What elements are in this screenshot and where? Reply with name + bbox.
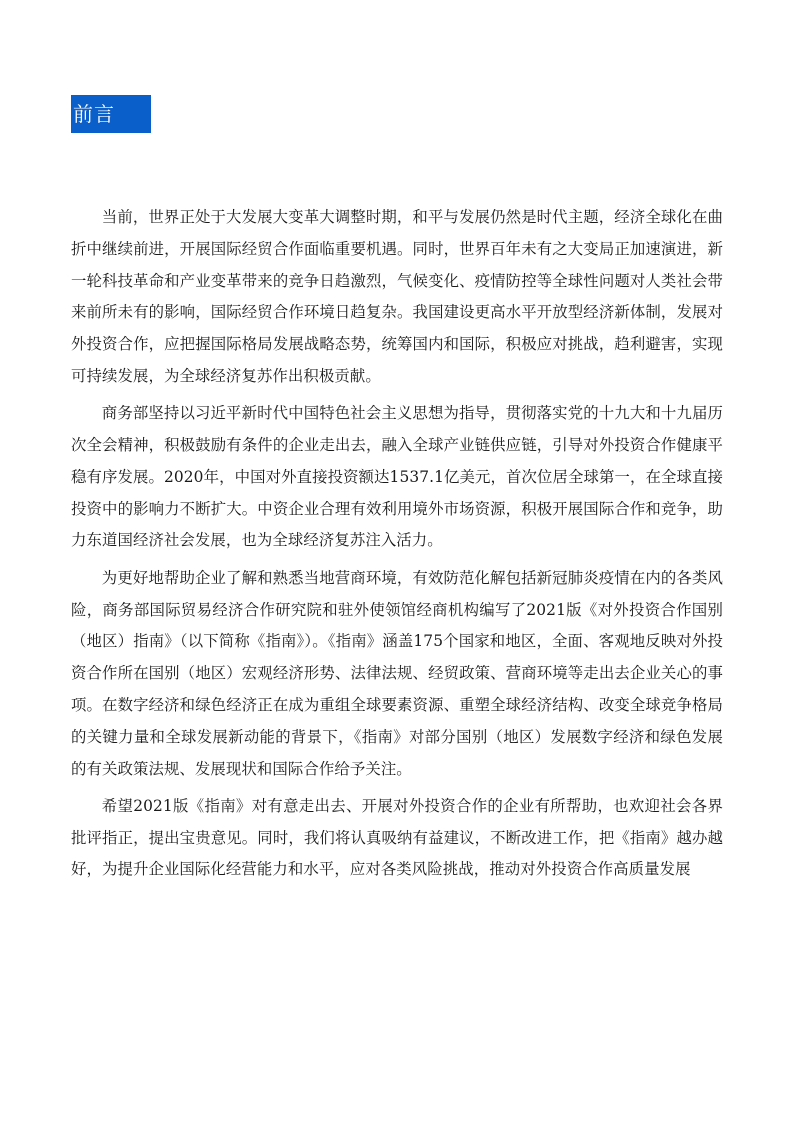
paragraph-4: 希望2021版《指南》对有意走出去、开展对外投资合作的企业有所帮助，也欢迎社会各界批评指正，提出宝贵意见。同时，我们将认真吸纳有益建议，不断改进工作，把《指南》越办越好，为提升企业国际化经营能力和水平，应对各类风险挑战，推动对外投资合作高质量发展 bbox=[71, 796, 723, 879]
paragraph-2: 商务部坚持以习近平新时代中国特色社会主义思想为指导，贯彻落实党的十九大和十九届历次全会精神，积极鼓励有条件的企业走出去，融入全球产业链供应链，引导对外投资合作健康平稳有序发展。2020年，中国对外直接投资额达1537.1亿美元，首次位居全球第一，在全球直接投资中的影响力不断扩大。中资企业合理有效利用境外市场资源，积极开展国际合作和竞争，助力东道国经济社会发展，也为全球经济复苏注入活力。 bbox=[71, 404, 723, 550]
paragraph-1: 当前，世界正处于大发展大变革大调整时期，和平与发展仍然是时代主题，经济全球化在曲折中继续前进，开展国际经贸合作面临重要机遇。同时，世界百年未有之大变局正加速演进，新一轮科技革命和产业变革带来的竞争日趋激烈，气候变化、疫情防控等全球性问题对人类社会带来前所未有的影响，国际经贸合作环境日趋复杂。我国建设更高水平开放型经济新体制，发展对外投资合作，应把握国际格局发展战略态势，统筹国内和国际，积极应对挑战，趋利避害，实现可持续发展，为全球经济复苏作出积极贡献。 bbox=[71, 208, 723, 385]
paragraph-3: 为更好地帮助企业了解和熟悉当地营商环境，有效防范化解包括新冠肺炎疫情在内的各类风险，商务部国际贸易经济合作研究院和驻外使领馆经商机构编写了2021版《对外投资合作国别（地区）指南》（以下简称《指南》）。《指南》涵盖175个国家和地区，全面、客观地反映对外投资合作所在国别（地区）宏观经济形势、法律法规、经贸政策、营商环境等走出去企业关心的事项。在数字经济和绿色经济正在成为重组全球要素资源、重塑全球经济结构、改变全球竞争格局的关键力量和全球发展新动能的背景下，《指南》对部分国别（地区）发展数字经济和绿色发展的有关政策法规、发展现状和国际合作给予关注。 bbox=[71, 568, 723, 778]
section-header-bar bbox=[71, 95, 151, 133]
preface-body bbox=[71, 202, 723, 886]
section-title: 前言 bbox=[73, 102, 115, 126]
